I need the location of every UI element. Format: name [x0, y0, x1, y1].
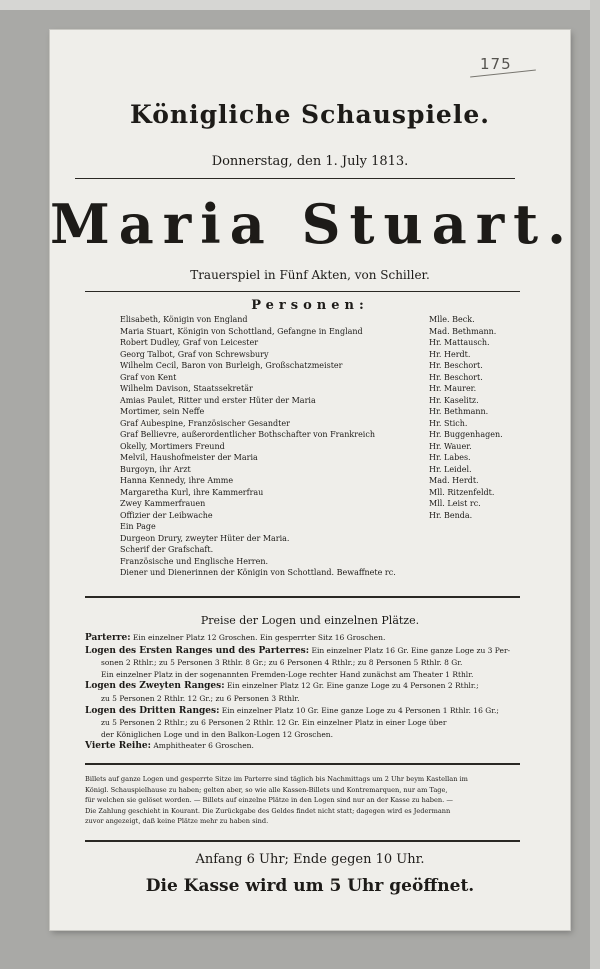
- cast-actor: Mlle. Beck.: [429, 315, 475, 324]
- cast-actor: Hr. Kaselitz.: [429, 395, 479, 405]
- cast-role: Offizier der Leibwache: [120, 510, 213, 520]
- cast-actor: Mll. Ritzenfeldt.: [429, 487, 495, 497]
- cast-row: [120, 464, 550, 476]
- price-text: Ein einzelner Platz 10 Gr. Eine ganze Loge zu 4 Personen 1 Rthlr. 16 Gr.;: [221, 705, 499, 715]
- cast-row: [120, 498, 550, 510]
- cast-row: [120, 314, 550, 326]
- price-text: zu 5 Personen 2 Rthlr.; zu 6 Personen 2 Rthlr. 12 Gr. Ein einzelner Platz in einer Loge über: [101, 718, 447, 728]
- price-category: Logen des Ersten Ranges und des Parterres:: [85, 645, 310, 656]
- notice-line: Billets auf ganze Logen und gesperrte Sitze im Parterre sind täglich bis Nachmittags um 2 Uhr beym Kastellan im: [85, 775, 468, 783]
- cast-role: Elisabeth, Königin von England: [120, 315, 248, 324]
- price-text: Ein einzelner Platz in der sogenannten Fremden-Loge rechter Hand zunächst am Theater 1 Rthlr.: [101, 669, 474, 679]
- price-line: [85, 632, 525, 645]
- cast-row: [120, 452, 550, 464]
- cast-row: [120, 395, 550, 407]
- price-category: Logen des Dritten Ranges:: [85, 705, 220, 716]
- cast-role: Hanna Kennedy, ihre Amme: [120, 476, 234, 485]
- cast-row: [120, 349, 550, 361]
- cast-row: [120, 326, 550, 338]
- price-text: sonen 2 Rthlr.; zu 5 Personen 3 Rthlr. 8 Gr.; zu 6 Personen 4 Rthlr.; zu 8 Personen 5 Rthlr. 8 Gr.: [101, 658, 463, 668]
- notice-line: für welchen sie gelöset worden. — Billets auf einzelne Plätze in den Logen sind nur an der Kasse zu haben. —: [85, 796, 453, 805]
- cast-role: Mortimer, sein Neffe: [120, 407, 205, 416]
- price-text: zu 5 Personen 2 Rthlr. 12 Gr.; zu 6 Personen 3 Rthlr.: [101, 693, 300, 703]
- prices-list: [85, 632, 525, 753]
- cast-row: [120, 510, 550, 522]
- price-text: Ein einzelner Platz 12 Groschen. Ein gesperrter Sitz 16 Groschen.: [132, 633, 386, 642]
- archive-number: 175: [480, 55, 512, 73]
- rule-notice-end: [85, 840, 520, 842]
- cast-role: Burgoyn, ihr Arzt: [120, 464, 191, 474]
- cast-actor: Mll. Leist rc.: [429, 499, 481, 508]
- cast-row: [120, 556, 550, 568]
- price-text: Ein einzelner Platz 16 Gr. Eine ganze Loge zu 3 Per-: [311, 645, 511, 655]
- cast-actor: Hr. Beschort.: [429, 361, 483, 370]
- rule-top: [75, 178, 515, 179]
- price-category: Logen des Zweyten Ranges:: [85, 681, 225, 692]
- cast-role: Georg Talbot, Graf von Schrewsbury: [120, 349, 269, 359]
- cast-row: [120, 533, 550, 545]
- cast-row: [120, 372, 550, 384]
- price-line: [85, 680, 525, 693]
- cast-row: [120, 441, 550, 453]
- notice-line: Die Zahlung geschieht in Kourant. Die Zurückgabe des Geldes findet nicht statt; dagegen wird es Jedermann: [85, 806, 451, 815]
- rule-subtitle: [85, 291, 520, 292]
- cast-role: Amias Paulet, Ritter und erster Hüter der Maria: [120, 395, 316, 405]
- play-title: Maria Stuart.: [50, 192, 575, 256]
- theatre-name: Königliche Schauspiele.: [130, 100, 490, 129]
- notice-line: Königl. Schauspielhause zu haben; gelten aber, so wie alle Kassen-Billets und Kontremarquen, nur am Tage,: [85, 785, 448, 794]
- price-category: Vierte Reihe:: [85, 741, 151, 752]
- cast-row: [120, 521, 550, 533]
- cast-role: Wilhelm Cecil, Baron von Burleigh, Großschatzmeister: [120, 361, 343, 370]
- cast-actor: Hr. Wauer.: [429, 441, 472, 451]
- cast-actor: Hr. Buggenhagen.: [429, 430, 503, 439]
- price-line: [85, 705, 525, 718]
- box-office-opening: Die Kasse wird um 5 Uhr geöffnet.: [145, 876, 475, 896]
- price-text: Ein einzelner Platz 12 Gr. Eine ganze Loge zu 4 Personen 2 Rthlr.;: [226, 681, 479, 691]
- cast-row: [120, 487, 550, 499]
- cast-role: Maria Stuart, Königin von Schottland, Gefangne in England: [120, 326, 363, 336]
- price-line: [85, 729, 525, 741]
- cast-role: Wilhelm Davison, Staatssekretär: [120, 384, 253, 393]
- cast-row: [120, 337, 550, 349]
- cast-role: Graf Bellievre, außerordentlicher Bothschafter von Frankreich: [120, 430, 375, 439]
- price-line: [85, 669, 525, 681]
- price-text: Amphitheater 6 Groschen.: [153, 741, 254, 751]
- cast-heading: Personen:: [251, 298, 369, 313]
- play-subtitle: Trauerspiel in Fünf Akten, von Schiller.: [190, 268, 430, 282]
- scan-edge-top: [0, 0, 600, 10]
- price-line: [85, 693, 525, 705]
- cast-actor: Hr. Maurer.: [429, 384, 477, 393]
- cast-actor: Mad. Bethmann.: [429, 326, 497, 336]
- start-time: Anfang 6 Uhr; Ende gegen 10 Uhr.: [195, 852, 425, 867]
- cast-actor: Hr. Beschort.: [429, 372, 483, 382]
- cast-role: Graf Aubespine, Französischer Gesandter: [120, 418, 290, 428]
- cast-actor: Hr. Benda.: [429, 510, 473, 520]
- price-line: [85, 657, 525, 669]
- cast-actor: Mad. Herdt.: [429, 476, 479, 485]
- cast-actor: Hr. Labes.: [429, 453, 471, 462]
- cast-actor: Hr. Bethmann.: [429, 407, 489, 416]
- cast-role: Scherif der Grafschaft.: [120, 545, 214, 554]
- cast-row: [120, 475, 550, 487]
- cast-actor: Hr. Mattausch.: [429, 338, 490, 347]
- price-text: der Königlichen Loge und in den Balkon-Logen 12 Groschen.: [101, 729, 333, 739]
- cast-role: Robert Dudley, Graf von Leicester: [120, 338, 259, 347]
- prices-heading: Preise der Logen und einzelnen Plätze.: [200, 614, 420, 627]
- cast-actor: Hr. Leidel.: [429, 464, 472, 474]
- cast-row: [120, 383, 550, 395]
- rule-cast-end: [85, 596, 520, 598]
- price-line: [85, 740, 525, 753]
- performance-date: Donnerstag, den 1. July 1813.: [211, 154, 409, 169]
- ticket-notice: [85, 774, 525, 827]
- cast-list: [120, 314, 550, 579]
- price-line: [85, 645, 525, 658]
- cast-role: Melvil, Haushofmeister der Maria: [120, 453, 258, 462]
- price-line: [85, 717, 525, 729]
- cast-actor: Hr. Stich.: [429, 418, 468, 428]
- notice-line: zuvor angezeigt, daß keine Plätze mehr zu haben sind.: [85, 817, 269, 826]
- cast-row: [120, 429, 550, 441]
- cast-row: [120, 418, 550, 430]
- scan-edge-right: [590, 0, 600, 969]
- price-category: Parterre:: [85, 633, 131, 643]
- cast-role: Okelly, Mortimers Freund: [120, 441, 225, 451]
- cast-role: Französische und Englische Herren.: [120, 556, 269, 566]
- cast-row: [120, 406, 550, 418]
- cast-role: Ein Page: [120, 522, 156, 531]
- cast-actor: Hr. Herdt.: [429, 349, 471, 359]
- cast-role: Diener und Dienerinnen der Königin von Schottland. Bewaffnete rc.: [120, 568, 396, 577]
- cast-role: Durgeon Drury, zweyter Hüter der Maria.: [120, 533, 290, 543]
- cast-row: [120, 360, 550, 372]
- cast-row: [120, 544, 550, 556]
- cast-role: Zwey Kammerfrauen: [120, 499, 206, 508]
- cast-role: Graf von Kent: [120, 372, 177, 382]
- rule-prices-end: [85, 763, 520, 765]
- cast-row: [120, 567, 550, 579]
- cast-role: Margaretha Kurl, ihre Kammerfrau: [120, 487, 264, 497]
